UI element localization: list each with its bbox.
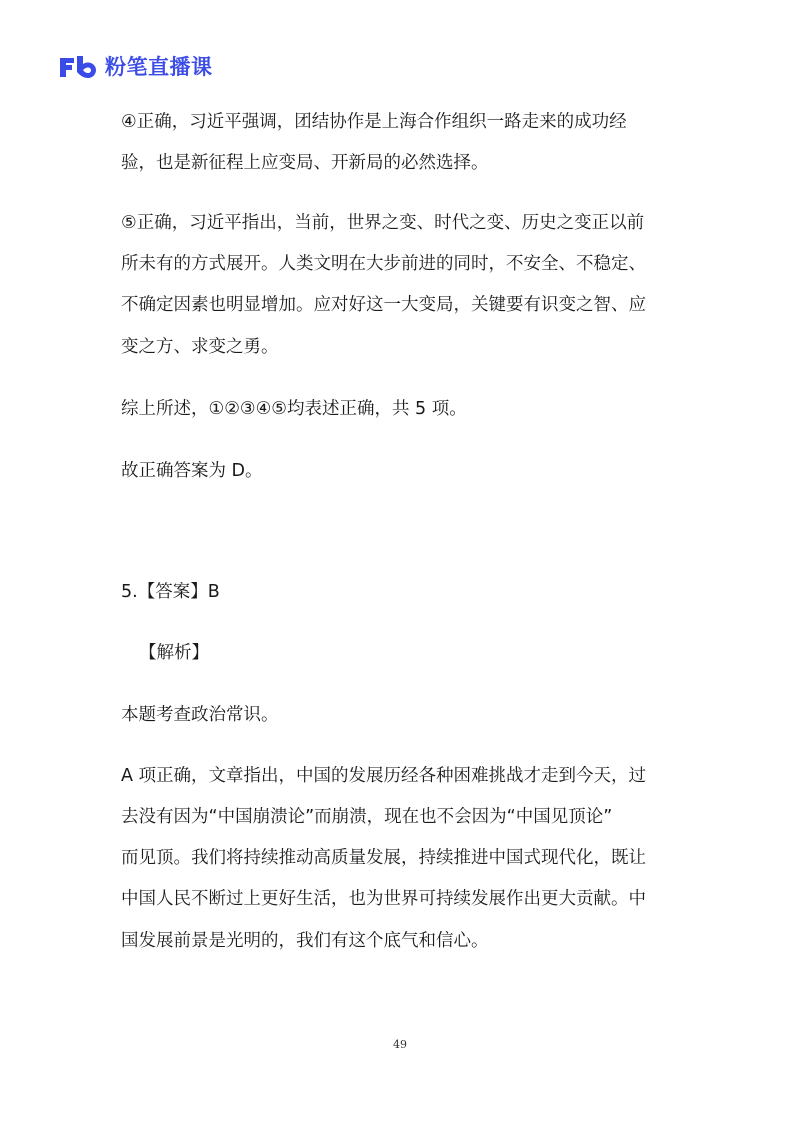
question-5-answer: 5.【答案】B	[121, 582, 220, 602]
topic-paragraph: 本题考查政治常识。	[121, 705, 279, 725]
text-line: A 项正确，文章指出，中国的发展历经各种困难挑战才走到今天，过	[121, 766, 647, 786]
page-header	[57, 52, 213, 82]
page-number: 49	[393, 1038, 407, 1051]
text-line: ⑤正确，习近平指出，当前，世界之变、时代之变、历史之变正以前	[121, 213, 645, 233]
text-line: 所未有的方式展开。人类文明在大步前进的同时，不安全、不稳定、	[121, 254, 646, 274]
text-line: 不确定因素也明显增加。应对好这一大变局，关键要有识变之智、应	[121, 295, 646, 315]
text-line: 中国人民不断过上更好生活，也为世界可持续发展作出更大贡献。中	[121, 889, 646, 909]
text-line: 变之方、求变之勇。	[121, 337, 279, 357]
brand-title: 粉笔直播课	[105, 55, 213, 79]
analysis-heading: 【解析】	[139, 643, 209, 663]
summary-paragraph: 综上所述，①②③④⑤均表述正确，共 5 项。	[121, 399, 467, 419]
text-line: 去没有因为“中国崩溃论”而崩溃，现在也不会因为“中国见顶论”	[121, 807, 613, 827]
text-line: 国发展前景是光明的，我们有这个底气和信心。	[121, 931, 489, 951]
text-line: 而见顶。我们将持续推动高质量发展，持续推进中国式现代化，既让	[121, 848, 646, 868]
answer-conclusion: 故正确答案为 D。	[121, 461, 263, 481]
text-line: 验，也是新征程上应变局、开新局的必然选择。	[121, 153, 489, 173]
text-line: ④正确，习近平强调，团结协作是上海合作组织一路走来的成功经	[121, 112, 627, 132]
fb-logo-icon	[57, 54, 99, 80]
